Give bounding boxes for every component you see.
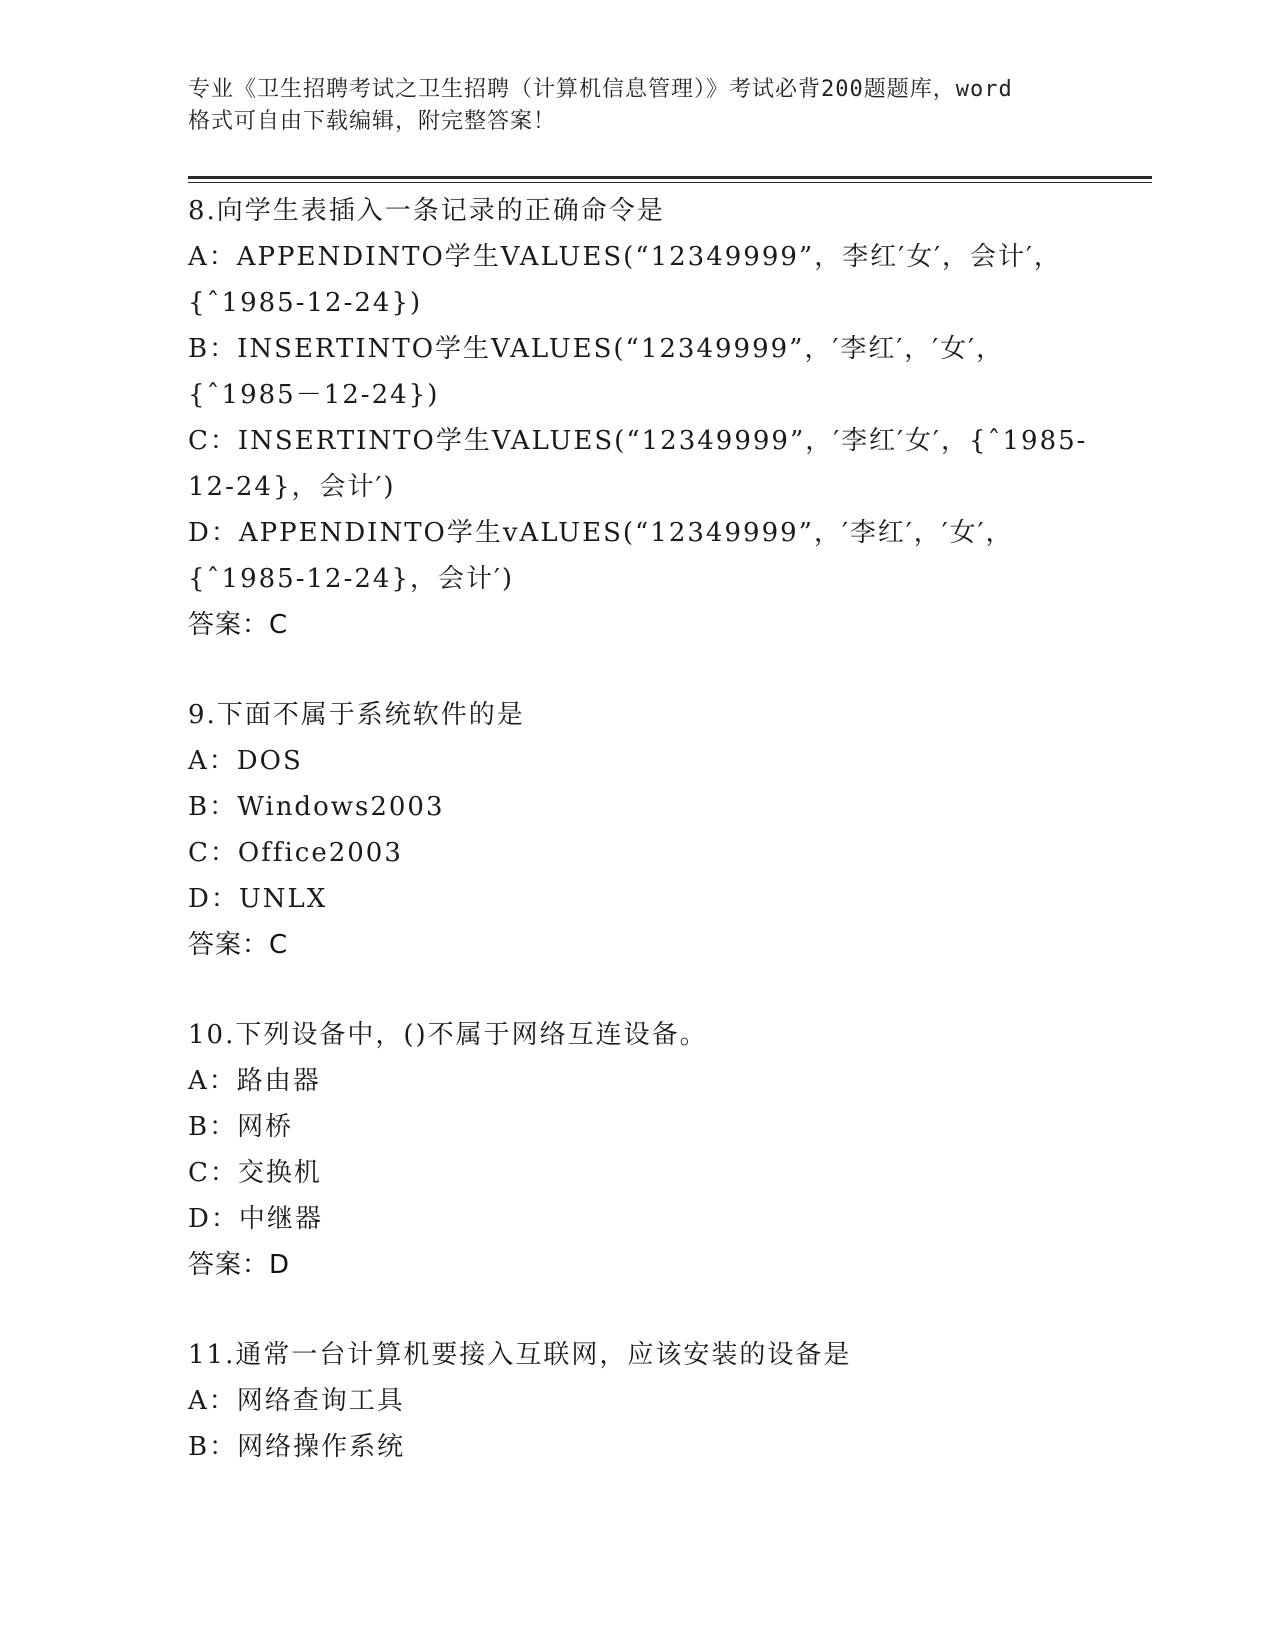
question-title: 11.通常一台计算机要接入互联网，应该安装的设备是 xyxy=(188,1340,852,1370)
answer: 答案：C xyxy=(188,930,289,960)
header-divider-thick xyxy=(188,176,1152,179)
option-a-line-1: A：APPENDINTO学生VALUES(“12349999”，李红′女′，会计′， xyxy=(188,242,1062,272)
document-header xyxy=(188,74,1088,138)
option-b: B：网络操作系统 xyxy=(188,1432,406,1462)
option-c: C：Office2003 xyxy=(188,838,403,868)
header-line-1: 专业《卫生招聘考试之卫生招聘（计算机信息管理）》考试必背200题题库，word xyxy=(188,77,1013,102)
option-c-line-1: C：INSERTINTO学生VALUES(“12349999”，′李红′女′，{ˆ1985- xyxy=(188,426,1088,456)
option-a: A：DOS xyxy=(188,746,303,776)
question-11 xyxy=(188,1332,1088,1470)
answer: 答案：C xyxy=(188,610,289,640)
option-a: A：网络查询工具 xyxy=(188,1386,405,1416)
option-a: A：路由器 xyxy=(188,1066,321,1096)
option-a-line-2: {ˆ1985-12-24}) xyxy=(188,288,423,318)
question-title: 10.下列设备中，()不属于网络互连设备。 xyxy=(188,1020,708,1050)
option-c: C：交换机 xyxy=(188,1158,322,1188)
option-d: D：中继器 xyxy=(188,1204,323,1234)
option-d-line-2: {ˆ1985-12-24}，会计′) xyxy=(188,564,515,594)
header-divider-thin xyxy=(188,182,1152,183)
option-c-line-2: 12-24}，会计′) xyxy=(188,472,396,502)
option-b: B：网桥 xyxy=(188,1112,294,1142)
question-title: 9.下面不属于系统软件的是 xyxy=(188,700,525,730)
question-9 xyxy=(188,692,1088,968)
option-d-line-1: D：APPENDINTO学生vALUES(“12349999”，′李红′，′女′， xyxy=(188,518,1014,548)
question-8 xyxy=(188,188,1088,648)
option-b: B：Windows2003 xyxy=(188,792,445,822)
header-line-2: 格式可自由下载编辑，附完整答案！ xyxy=(188,109,557,134)
option-b-line-2: {ˆ1985－12-24}) xyxy=(188,380,440,410)
question-10 xyxy=(188,1012,1088,1288)
option-d: D：UNLX xyxy=(188,884,328,914)
answer: 答案：D xyxy=(188,1250,291,1280)
option-b-line-1: B：INSERTINTO学生VALUES(“12349999”，′李红′，′女′， xyxy=(188,334,1005,364)
question-title: 8.向学生表插入一条记录的正确命令是 xyxy=(188,196,665,226)
